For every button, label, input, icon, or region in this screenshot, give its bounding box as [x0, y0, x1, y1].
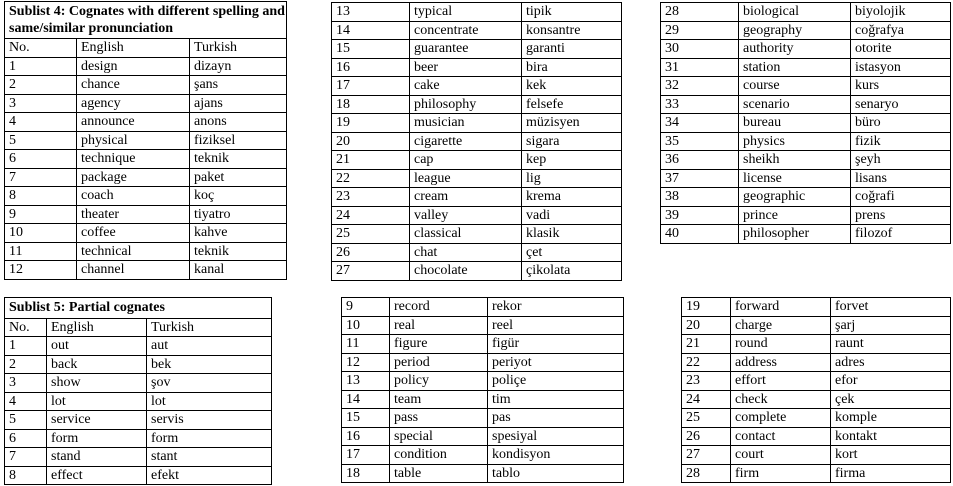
cell-turkish: çet — [522, 243, 622, 262]
cell-turkish: figür — [488, 335, 624, 354]
table-row — [332, 262, 622, 281]
table-row — [5, 57, 287, 76]
cell-no: 23 — [332, 188, 410, 207]
cell-english: musician — [410, 114, 522, 133]
table-row — [332, 3, 622, 22]
table-row — [332, 21, 622, 40]
table-row — [332, 169, 622, 188]
cell-english: license — [739, 169, 851, 188]
header-english: English — [77, 39, 190, 58]
table-row — [332, 58, 622, 77]
cell-turkish: teknik — [190, 242, 287, 261]
table-row — [342, 372, 624, 391]
cell-english: technique — [77, 150, 190, 169]
cell-english: course — [739, 77, 851, 96]
cell-no: 15 — [342, 409, 390, 428]
cell-english: announce — [77, 113, 190, 132]
cell-no: 6 — [5, 150, 77, 169]
cell-no: 7 — [5, 168, 77, 187]
cell-english: charge — [731, 316, 831, 335]
cell-turkish: otorite — [851, 40, 951, 59]
table-row — [332, 95, 622, 114]
table-title-row — [5, 2, 287, 39]
cell-english: record — [390, 298, 488, 317]
cell-turkish: çikolata — [522, 262, 622, 281]
cell-turkish: koç — [190, 187, 287, 206]
sublist4-title: Sublist 4: Cognates with different spelling and same/similar pronunciation — [5, 2, 287, 39]
cell-turkish: efekt — [147, 466, 272, 485]
cell-no: 28 — [682, 464, 731, 483]
cell-turkish: filozof — [851, 225, 951, 244]
cell-english: authority — [739, 40, 851, 59]
cell-english: philosopher — [739, 225, 851, 244]
cell-no: 12 — [342, 353, 390, 372]
cell-no: 28 — [661, 3, 739, 22]
cell-no: 34 — [661, 114, 739, 133]
cell-turkish: şeyh — [851, 151, 951, 170]
cell-turkish: lisans — [851, 169, 951, 188]
cell-no: 40 — [661, 225, 739, 244]
cell-english: cigarette — [410, 132, 522, 151]
cell-english: period — [390, 353, 488, 372]
cell-english: station — [739, 58, 851, 77]
cell-no: 4 — [5, 113, 77, 132]
table-row — [5, 94, 287, 113]
table-row — [5, 374, 272, 393]
table-row — [661, 3, 951, 22]
cell-turkish: bek — [147, 355, 272, 374]
cell-turkish: şov — [147, 374, 272, 393]
sublist4-table-b — [331, 2, 622, 281]
cell-turkish: prens — [851, 206, 951, 225]
cell-turkish: klasik — [522, 225, 622, 244]
cell-english: channel — [77, 261, 190, 280]
cell-turkish: firma — [831, 464, 951, 483]
cell-turkish: bira — [522, 58, 622, 77]
cell-turkish: pas — [488, 409, 624, 428]
cell-english: geography — [739, 21, 851, 40]
cell-turkish: teknik — [190, 150, 287, 169]
cell-english: firm — [731, 464, 831, 483]
table-row — [682, 335, 951, 354]
header-no: No. — [5, 39, 77, 58]
cell-turkish: fiziksel — [190, 131, 287, 150]
cell-english: package — [77, 168, 190, 187]
cell-no: 8 — [5, 466, 47, 485]
cell-turkish: krema — [522, 188, 622, 207]
cell-turkish: kanal — [190, 261, 287, 280]
table-row — [661, 225, 951, 244]
cell-no: 31 — [661, 58, 739, 77]
table-row — [661, 40, 951, 59]
cell-no: 27 — [682, 446, 731, 465]
table-row — [682, 372, 951, 391]
cell-turkish: tim — [488, 390, 624, 409]
cell-no: 20 — [682, 316, 731, 335]
cell-english: technical — [77, 242, 190, 261]
cell-no: 25 — [332, 225, 410, 244]
table-row — [682, 390, 951, 409]
table-row — [5, 411, 272, 430]
table-row — [5, 205, 287, 224]
cell-turkish: fizik — [851, 132, 951, 151]
cell-no: 2 — [5, 76, 77, 95]
cell-no: 10 — [5, 224, 77, 243]
sublist4-table-c — [660, 2, 951, 244]
cell-english: form — [47, 429, 147, 448]
cell-no: 16 — [332, 58, 410, 77]
cell-english: complete — [731, 409, 831, 428]
cell-turkish: vadi — [522, 206, 622, 225]
cell-turkish: kondisyon — [488, 446, 624, 465]
cell-no: 30 — [661, 40, 739, 59]
cell-turkish: felsefe — [522, 95, 622, 114]
table-row — [342, 353, 624, 372]
cell-english: pass — [390, 409, 488, 428]
cell-turkish: poliçe — [488, 372, 624, 391]
header-english: English — [47, 318, 147, 337]
cell-english: chat — [410, 243, 522, 262]
table-row — [342, 446, 624, 465]
cell-english: out — [47, 337, 147, 356]
cell-turkish: paket — [190, 168, 287, 187]
cell-no: 26 — [682, 427, 731, 446]
cell-no: 8 — [5, 187, 77, 206]
cell-no: 22 — [682, 353, 731, 372]
cell-turkish: ajans — [190, 94, 287, 113]
cell-no: 15 — [332, 40, 410, 59]
cell-turkish: konsantre — [522, 21, 622, 40]
cell-no: 13 — [342, 372, 390, 391]
cell-no: 1 — [5, 57, 77, 76]
cell-english: agency — [77, 94, 190, 113]
sublist5-title: Sublist 5: Partial cognates — [5, 298, 272, 319]
cell-no: 1 — [5, 337, 47, 356]
cell-turkish: çek — [831, 390, 951, 409]
cell-turkish: tipik — [522, 3, 622, 22]
cell-english: theater — [77, 205, 190, 224]
cell-turkish: istasyon — [851, 58, 951, 77]
cell-english: address — [731, 353, 831, 372]
table-row — [5, 337, 272, 356]
table-row — [5, 131, 287, 150]
table-row — [661, 77, 951, 96]
table-row — [682, 409, 951, 428]
cell-english: check — [731, 390, 831, 409]
cell-no: 26 — [332, 243, 410, 262]
cell-turkish: şarj — [831, 316, 951, 335]
table-row — [5, 150, 287, 169]
table-row — [5, 76, 287, 95]
table-row — [342, 427, 624, 446]
cell-turkish: servis — [147, 411, 272, 430]
cell-no: 9 — [5, 205, 77, 224]
cell-english: team — [390, 390, 488, 409]
table-row — [682, 446, 951, 465]
cell-turkish: raunt — [831, 335, 951, 354]
table-row — [682, 298, 951, 317]
cell-turkish: reel — [488, 316, 624, 335]
cell-english: design — [77, 57, 190, 76]
table-title-row — [5, 298, 272, 319]
sublist5-table-a — [4, 297, 272, 485]
cell-english: condition — [390, 446, 488, 465]
cell-no: 5 — [5, 411, 47, 430]
table-header-row — [5, 318, 272, 337]
cell-no: 37 — [661, 169, 739, 188]
cell-turkish: sigara — [522, 132, 622, 151]
cell-english: geographic — [739, 188, 851, 207]
table-row — [5, 392, 272, 411]
table-row — [332, 132, 622, 151]
table-row — [661, 114, 951, 133]
cell-turkish: müzisyen — [522, 114, 622, 133]
cell-english: stand — [47, 448, 147, 467]
cell-english: cap — [410, 151, 522, 170]
cell-turkish: garanti — [522, 40, 622, 59]
cell-turkish: anons — [190, 113, 287, 132]
table-row — [5, 355, 272, 374]
header-turkish: Turkish — [190, 39, 287, 58]
cell-no: 21 — [682, 335, 731, 354]
cell-turkish: tiyatro — [190, 205, 287, 224]
cell-no: 5 — [5, 131, 77, 150]
cell-english: physics — [739, 132, 851, 151]
cell-english: bureau — [739, 114, 851, 133]
cell-no: 18 — [342, 464, 390, 483]
cell-english: effect — [47, 466, 147, 485]
cell-no: 11 — [342, 335, 390, 354]
cell-no: 35 — [661, 132, 739, 151]
table-row — [661, 95, 951, 114]
cell-english: biological — [739, 3, 851, 22]
cell-no: 32 — [661, 77, 739, 96]
cell-english: beer — [410, 58, 522, 77]
cell-english: effort — [731, 372, 831, 391]
cell-no: 3 — [5, 94, 77, 113]
table-row — [5, 168, 287, 187]
cell-turkish: kurs — [851, 77, 951, 96]
cell-no: 14 — [332, 21, 410, 40]
table-row — [332, 77, 622, 96]
cell-no: 12 — [5, 261, 77, 280]
cell-english: real — [390, 316, 488, 335]
cell-no: 27 — [332, 262, 410, 281]
cell-no: 29 — [661, 21, 739, 40]
header-turkish: Turkish — [147, 318, 272, 337]
cell-no: 20 — [332, 132, 410, 151]
table-row — [661, 151, 951, 170]
cell-no: 22 — [332, 169, 410, 188]
table-row — [5, 261, 287, 280]
cell-no: 4 — [5, 392, 47, 411]
cell-english: service — [47, 411, 147, 430]
table-row — [5, 448, 272, 467]
cell-no: 23 — [682, 372, 731, 391]
cell-turkish: kep — [522, 151, 622, 170]
table-row — [342, 464, 624, 483]
cell-turkish: kek — [522, 77, 622, 96]
cell-english: round — [731, 335, 831, 354]
cell-english: back — [47, 355, 147, 374]
table-row — [682, 353, 951, 372]
cell-english: league — [410, 169, 522, 188]
table-row — [342, 409, 624, 428]
table-row — [342, 390, 624, 409]
table-row — [342, 335, 624, 354]
table-row — [661, 169, 951, 188]
cell-turkish: rekor — [488, 298, 624, 317]
cell-no: 33 — [661, 95, 739, 114]
table-row — [342, 298, 624, 317]
cell-english: cake — [410, 77, 522, 96]
cell-no: 17 — [332, 77, 410, 96]
cell-no: 3 — [5, 374, 47, 393]
cell-no: 6 — [5, 429, 47, 448]
sublist5-table-b — [341, 297, 624, 483]
cell-no: 17 — [342, 446, 390, 465]
cell-turkish: spesiyal — [488, 427, 624, 446]
cell-turkish: coğrafya — [851, 21, 951, 40]
table-row — [332, 114, 622, 133]
sublist5-table-c — [681, 297, 951, 483]
table-row — [5, 429, 272, 448]
cell-english: concentrate — [410, 21, 522, 40]
table-row — [5, 224, 287, 243]
table-row — [682, 464, 951, 483]
cell-no: 19 — [682, 298, 731, 317]
cell-english: figure — [390, 335, 488, 354]
table-row — [332, 225, 622, 244]
cell-turkish: adres — [831, 353, 951, 372]
table-row — [682, 316, 951, 335]
cell-turkish: periyot — [488, 353, 624, 372]
cell-turkish: büro — [851, 114, 951, 133]
table-row — [5, 242, 287, 261]
cell-turkish: efor — [831, 372, 951, 391]
cell-no: 13 — [332, 3, 410, 22]
cell-turkish: tablo — [488, 464, 624, 483]
cell-english: philosophy — [410, 95, 522, 114]
cell-no: 24 — [682, 390, 731, 409]
cell-english: typical — [410, 3, 522, 22]
table-row — [661, 206, 951, 225]
cell-english: coach — [77, 187, 190, 206]
cell-english: scenario — [739, 95, 851, 114]
table-row — [661, 188, 951, 207]
cell-turkish: aut — [147, 337, 272, 356]
cell-turkish: şans — [190, 76, 287, 95]
cell-turkish: forvet — [831, 298, 951, 317]
cell-no: 19 — [332, 114, 410, 133]
cell-turkish: kahve — [190, 224, 287, 243]
cell-english: chance — [77, 76, 190, 95]
cell-turkish: lig — [522, 169, 622, 188]
cell-english: court — [731, 446, 831, 465]
cell-no: 16 — [342, 427, 390, 446]
table-row — [661, 58, 951, 77]
cell-turkish: dizayn — [190, 57, 287, 76]
table-row — [332, 151, 622, 170]
sublist4-table-a — [4, 1, 287, 280]
table-row — [682, 427, 951, 446]
cell-english: show — [47, 374, 147, 393]
cell-english: lot — [47, 392, 147, 411]
cell-no: 7 — [5, 448, 47, 467]
cell-english: guarantee — [410, 40, 522, 59]
table-row — [5, 113, 287, 132]
cell-turkish: form — [147, 429, 272, 448]
cell-english: table — [390, 464, 488, 483]
cell-english: policy — [390, 372, 488, 391]
cell-turkish: komple — [831, 409, 951, 428]
header-no: No. — [5, 318, 47, 337]
table-header-row — [5, 39, 287, 58]
cell-turkish: senaryo — [851, 95, 951, 114]
cell-english: valley — [410, 206, 522, 225]
cell-turkish: lot — [147, 392, 272, 411]
cell-turkish: biyolojik — [851, 3, 951, 22]
cell-no: 39 — [661, 206, 739, 225]
cell-english: chocolate — [410, 262, 522, 281]
cell-no: 18 — [332, 95, 410, 114]
cell-no: 10 — [342, 316, 390, 335]
table-row — [332, 243, 622, 262]
table-row — [332, 40, 622, 59]
cell-no: 21 — [332, 151, 410, 170]
table-row — [661, 21, 951, 40]
cell-turkish: kort — [831, 446, 951, 465]
cell-no: 25 — [682, 409, 731, 428]
cell-no: 38 — [661, 188, 739, 207]
cell-english: coffee — [77, 224, 190, 243]
cell-no: 2 — [5, 355, 47, 374]
cell-english: cream — [410, 188, 522, 207]
cell-no: 9 — [342, 298, 390, 317]
table-row — [332, 206, 622, 225]
table-row — [342, 316, 624, 335]
cell-turkish: kontakt — [831, 427, 951, 446]
cell-english: special — [390, 427, 488, 446]
cell-english: classical — [410, 225, 522, 244]
table-row — [5, 466, 272, 485]
cell-english: physical — [77, 131, 190, 150]
table-row — [332, 188, 622, 207]
cell-no: 36 — [661, 151, 739, 170]
cell-turkish: coğrafi — [851, 188, 951, 207]
cell-turkish: stant — [147, 448, 272, 467]
table-row — [661, 132, 951, 151]
cell-english: forward — [731, 298, 831, 317]
cell-english: prince — [739, 206, 851, 225]
cell-english: sheikh — [739, 151, 851, 170]
table-row — [5, 187, 287, 206]
cell-no: 14 — [342, 390, 390, 409]
cell-no: 24 — [332, 206, 410, 225]
cell-no: 11 — [5, 242, 77, 261]
cell-english: contact — [731, 427, 831, 446]
